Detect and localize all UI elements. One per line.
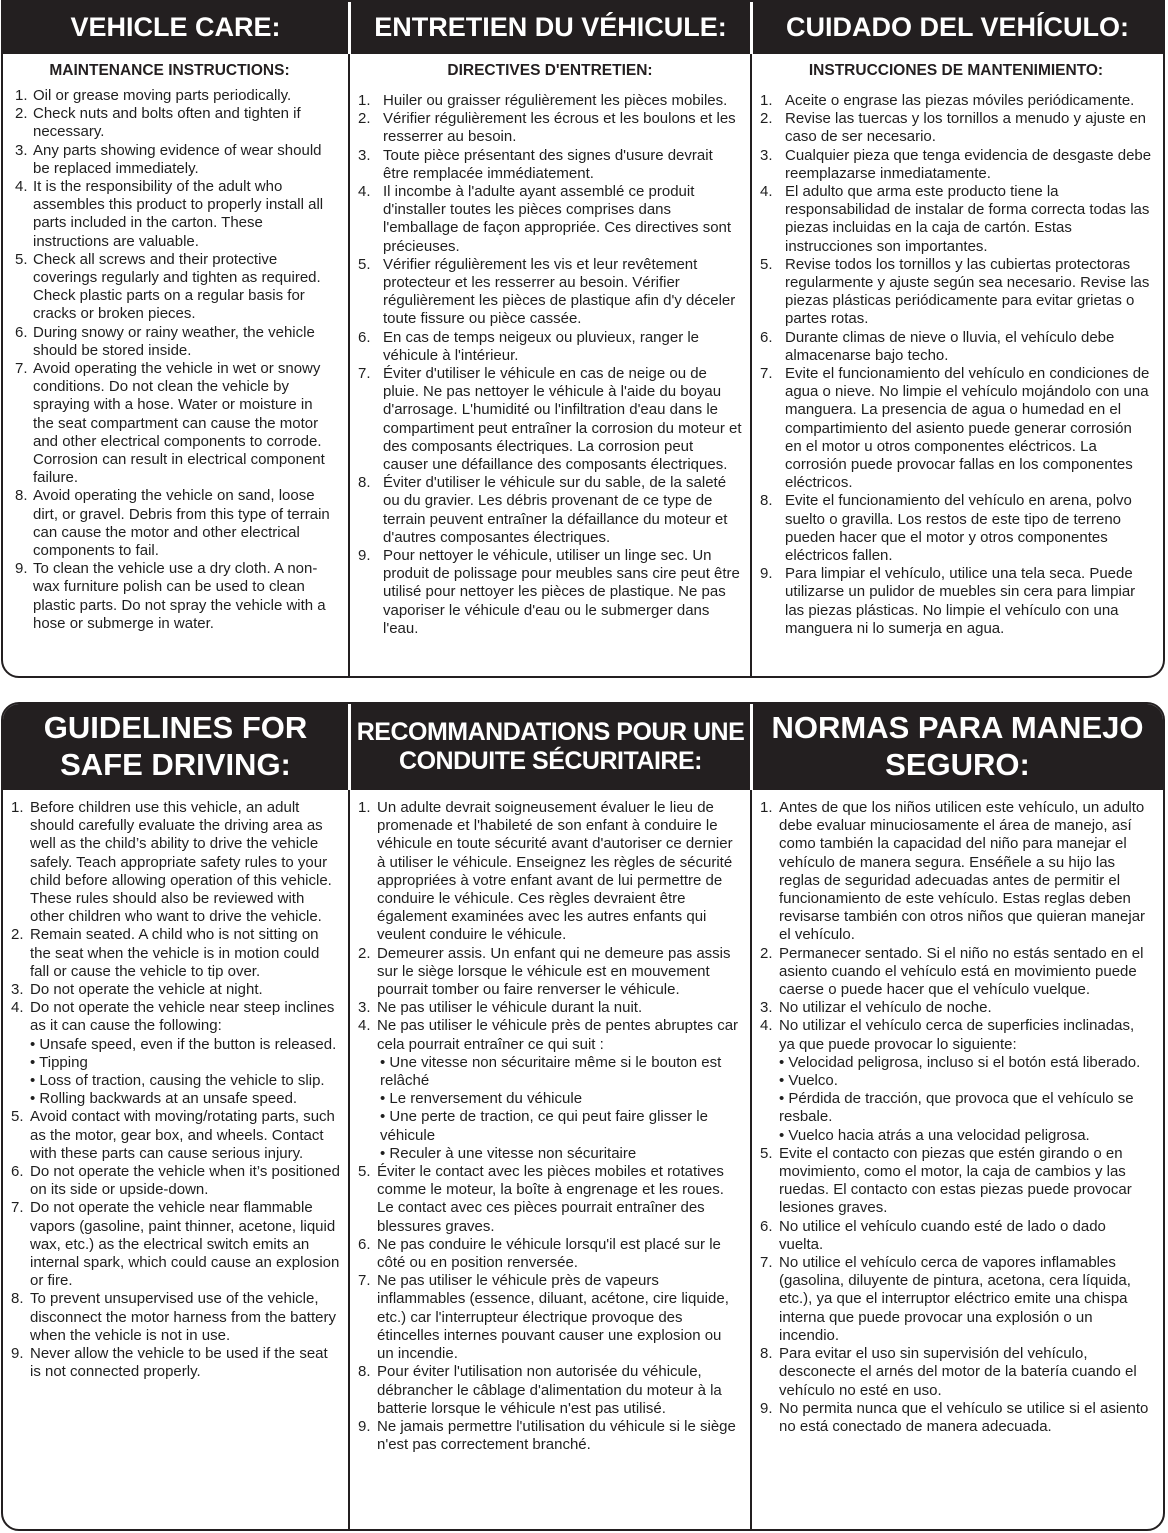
- item-number: 2.: [760, 110, 773, 128]
- item-number: 6.: [11, 1163, 24, 1181]
- item-number: 8.: [15, 487, 28, 505]
- item-text: Evite el funcionamiento del vehículo en condiciones de agua o nieve. No limpie el vehículo mojándolo con una manguera. La presencia de agua o humedad en el compartimiento del asiento puede generar corrosión en el motor u otros componentes eléctricos. La corrosión puede provocar fallas en los componentes eléctricos.: [785, 365, 1150, 492]
- safe-driving-panel: [1, 702, 1165, 1531]
- item-text: Do not operate the vehicle when it’s positioned on its side or upside-down.: [30, 1163, 340, 1199]
- item-number: 3.: [11, 981, 24, 999]
- item-number: 7.: [358, 365, 371, 383]
- list-item: [760, 1017, 1154, 1144]
- bullet-item: • Une vitesse non sécuritaire même si le bouton est relâché: [380, 1053, 722, 1090]
- item-text: Revise las tuercas y los tornillos a menudo y ajuste en caso de ser necesario.: [785, 110, 1147, 146]
- vehicle-care-body-row: [3, 54, 1163, 676]
- item-text: Do not operate the vehicle near flammable vapors (gasoline, paint thinner, acetone, liquid wax, etc.) as the electrical switch emits an internal spark, which could cause an explosion or fire.: [30, 1199, 340, 1290]
- item-number: 3.: [358, 146, 371, 164]
- vehicle-care-panel: [1, 0, 1165, 678]
- item-text: Éviter d'utiliser le véhicule en cas de neige ou de pluie. Ne pas nettoyer le véhicule à l'aide du boyau d'arrosage. L'humidité ou l'infiltration d'eau dans le compartiment peut entraîner la corrosion du moteur et des composants électriques. La corrosion peut causer une défaillance des composants électriques.: [383, 365, 742, 474]
- list-item: [3, 142, 336, 178]
- item-number: 3.: [760, 146, 773, 164]
- bullet-item: • Le renversement du véhicule: [380, 1090, 583, 1108]
- list-item: [358, 799, 742, 945]
- maintenance-subtitle-es: INSTRUCCIONES DE MANTENIMIENTO:: [808, 62, 1104, 79]
- item-text: Demeurer assis. Un enfant qui ne demeure pas assis sur le siège lorsque le véhicule est en mouvement pourrait tomber ou faire renverser le véhicule.: [377, 944, 731, 999]
- bullet-item: • Tipping: [30, 1053, 88, 1071]
- item-number: 2.: [760, 944, 773, 962]
- list-item: [358, 365, 742, 474]
- item-text: Evite el funcionamiento del vehículo en arena, polvo suelto o gravilla. Los restos de este tipo de terreno pueden hacer que el motor y otros componentes eléctricos fallen.: [785, 492, 1132, 565]
- bullet-item: • Velocidad peligrosa, incluso si el botón está liberado.: [779, 1053, 1141, 1071]
- safe-driving-column-es: [750, 790, 1162, 1529]
- vehicle-care-header-en: VEHICLE CARE:: [70, 12, 281, 43]
- item-text: Éviter le contact avec les pièces mobiles et rotatives comme le moteur, la boîte à engrenage et les roues. Le contact avec ces pièces pourrait entraîner des blessures graves.: [377, 1163, 724, 1235]
- item-text: Avoid contact with moving/rotating parts, such as the motor, gear box, and wheels. Contact with these parts can cause serious injury.: [30, 1108, 335, 1162]
- item-number: 3.: [15, 141, 28, 159]
- item-text: Huiler ou graisser régulièrement les pièces mobiles.: [383, 92, 728, 109]
- list-item: [760, 183, 1152, 256]
- item-number: 8.: [358, 1363, 371, 1381]
- item-number: 2.: [358, 110, 371, 128]
- item-text: Do not operate the vehicle at night.: [30, 981, 263, 999]
- vehicle-care-column-es: [750, 54, 1162, 676]
- item-text: Ne jamais permettre l'utilisation du véhicule si le siège n'est pas correctement branché.: [377, 1417, 736, 1454]
- list-item: [358, 1363, 742, 1418]
- item-number: 5.: [11, 1108, 24, 1126]
- list-item: [760, 365, 1152, 492]
- item-text: It is the responsibility of the adult who assembles this product to properly install all parts included in the carton. These instructions are valuable.: [33, 178, 324, 250]
- item-text: Vérifier régulièrement les écrous et les boulons et les resserrer au besoin.: [383, 110, 736, 146]
- maintenance-subtitle-fr: DIRECTIVES D'ENTRETIEN:: [447, 62, 653, 79]
- list-item: [760, 1145, 1154, 1218]
- item-number: 5.: [358, 1163, 371, 1181]
- item-number: 7.: [760, 365, 773, 383]
- item-text: Il incombe à l'adulte ayant assemblé ce produit d'installer toutes les pièces comprises dans l'emballage de façon appropriée. Ces directives sont précieuses.: [383, 183, 732, 255]
- item-number: 4.: [11, 999, 24, 1017]
- item-text: Ne pas conduire le véhicule lorsqu'il est placé sur le côté ou en position renversée.: [377, 1235, 721, 1272]
- item-text: Permanecer sentado. Si el niño no estás sentado en el asiento cuando el vehículo está en movimiento puede caerse o puede hacer que el vehículo vuelque.: [779, 944, 1144, 999]
- item-text: En cas de temps neigeux ou pluvieux, ranger le véhicule à l'intérieur.: [383, 328, 700, 364]
- item-number: 9.: [11, 1345, 24, 1363]
- list-item: [760, 565, 1152, 638]
- list-item: [3, 87, 336, 105]
- item-number: 8.: [760, 492, 773, 510]
- item-text: Evite el contacto con piezas que estén girando o en movimiento, como el motor, la caja de cambios y las ruedas. El contacto con estas piezas puede provocar lesiones graves.: [779, 1144, 1132, 1217]
- vehicle-care-column-fr: [348, 54, 750, 676]
- item-text: Oil or grease moving parts periodically.: [33, 87, 292, 104]
- safe-driving-header-fr: RECOMMANDATIONS POUR UNE CONDUITE SÉCURITAIRE:: [348, 704, 750, 790]
- item-text: Un adulte devrait soigneusement évaluer le lieu de promenade et l'habileté de son enfant à conduire le véhicule en toute sécurité avant d'autoriser ce dernier à utiliser le véhicule. Enseignez les règles de sécurité appropriées à votre enfant avant de lui permettre de conduire le véhicule. Ces règles devraient être également examinées avec les autres enfants qui veulent conduire le véhicule.: [377, 799, 733, 944]
- item-number: 1.: [358, 799, 371, 816]
- bullet-item: • Loss of traction, causing the vehicle to slip.: [30, 1072, 325, 1090]
- list-item: [3, 251, 336, 324]
- item-text: Pour nettoyer le véhicule, utiliser un linge sec. Un produit de polissage pour meubles sans cire peut être utilisé pour nettoyer les pièces de plastique. Ne pas vaporiser le véhicule d'eau ou le submerger dans l'eau.: [383, 547, 740, 637]
- list-item: [760, 492, 1152, 565]
- item-number: 1.: [760, 92, 773, 109]
- list-item: [3, 487, 336, 560]
- bullet-list: [30, 1036, 342, 1109]
- list-item: [760, 1400, 1154, 1436]
- item-text: Check nuts and bolts often and tighten if necessary.: [33, 105, 301, 141]
- bullet-item: • Rolling backwards at an unsafe speed.: [30, 1090, 298, 1108]
- bullet-item: • Pérdida de tracción, que provoca que el vehículo se resbale.: [779, 1090, 1134, 1126]
- item-number: 4.: [760, 183, 773, 201]
- list-item: [760, 945, 1154, 1000]
- vehicle-care-header-es: CUIDADO DEL VEHÍCULO:: [750, 2, 1162, 54]
- list-item: [358, 999, 742, 1017]
- item-number: 8.: [11, 1290, 24, 1308]
- list-item: [358, 1163, 742, 1236]
- maintenance-list-es: [760, 92, 1152, 638]
- list-item: [11, 1199, 342, 1290]
- vehicle-care-column-en: [3, 54, 348, 676]
- list-item: [11, 1163, 342, 1199]
- bullet-item: • Vuelco.: [779, 1072, 838, 1090]
- item-number: 9.: [15, 560, 28, 578]
- safe-driving-header-en: GUIDELINES FOR SAFE DRIVING:: [43, 710, 308, 782]
- safe-driving-column-fr: [348, 790, 750, 1529]
- item-text: Ne pas utiliser le véhicule durant la nuit.: [377, 999, 643, 1017]
- item-text: Cualquier pieza que tenga evidencia de desgaste debe reemplazarse inmediatamente.: [785, 146, 1152, 182]
- item-text: Check all screws and their protective coverings regularly and tighten as required. Check plastic parts on a regular basis for cracks or broken pieces.: [33, 250, 321, 323]
- item-number: 9.: [358, 1417, 371, 1435]
- item-text: Avoid operating the vehicle in wet or snowy conditions. Do not clean the vehicle by spraying with a hose. Water or moisture in the seat compartment can cause the motor and other electrical components to corrode. Corrosion can result in electrical component failure.: [33, 360, 325, 487]
- list-item: [358, 147, 742, 183]
- item-number: 7.: [15, 360, 28, 378]
- list-item: [358, 1017, 742, 1163]
- list-item: [760, 110, 1152, 146]
- item-number: 4.: [760, 1017, 773, 1035]
- item-number: 1.: [11, 799, 24, 816]
- item-number: 5.: [760, 1144, 773, 1162]
- item-text: Ne pas utiliser le véhicule près de pentes abruptes car cela pourrait entraîner ce qui suit :: [377, 1017, 739, 1053]
- list-item: [760, 999, 1154, 1017]
- list-item: [358, 474, 742, 547]
- list-item: [760, 799, 1154, 945]
- safe-driving-body-row: [3, 790, 1163, 1529]
- item-number: 7.: [11, 1199, 24, 1217]
- list-item: [358, 1418, 742, 1454]
- list-item: [358, 1236, 742, 1272]
- item-number: 1.: [358, 92, 371, 109]
- item-text: No utilice el vehículo cerca de vapores inflamables (gasolina, diluyente de pintura, acetona, cera líquida, etc.), ya que el interruptor eléctrico emite una chispa interna que puede provocar una explosión o un incendio.: [779, 1254, 1131, 1344]
- vehicle-care-header-row: [3, 2, 1163, 54]
- item-number: 8.: [760, 1345, 773, 1363]
- list-item: [3, 324, 336, 360]
- list-item: [760, 329, 1152, 365]
- item-number: 2.: [358, 944, 371, 962]
- item-number: 5.: [760, 255, 773, 273]
- list-item: [11, 1345, 342, 1381]
- item-number: 8.: [358, 474, 371, 492]
- vehicle-care-header-fr: ENTRETIEN DU VÉHICULE:: [348, 2, 750, 54]
- list-item: [358, 92, 742, 110]
- list-item: [11, 926, 342, 981]
- item-number: 9.: [760, 565, 773, 583]
- item-text: No utilizar el vehículo cerca de superficies inclinadas, ya que puede provocar lo siguiente:: [779, 1017, 1135, 1053]
- list-item: [3, 560, 336, 633]
- list-item: [358, 329, 742, 365]
- item-text: Any parts showing evidence of wear should be replaced immediately.: [33, 141, 322, 177]
- list-item: [3, 178, 336, 251]
- item-text: To clean the vehicle use a dry cloth. A non-wax furniture polish can be used to clean plastic parts. Do not spray the vehicle with a hose or submerge in water.: [33, 560, 326, 632]
- list-item: [760, 1218, 1154, 1254]
- item-number: 6.: [358, 328, 371, 346]
- item-text: Para limpiar el vehículo, utilice una tela seca. Puede utilizarse un pulidor de muebles sin cera para limpiar las piezas plásticas. No limpie el vehículo con una manguera ni lo sumerja en agua.: [785, 565, 1136, 637]
- item-number: 7.: [358, 1272, 371, 1290]
- maintenance-subtitle-en: MAINTENANCE INSTRUCTIONS:: [49, 62, 290, 79]
- item-number: 1.: [15, 87, 28, 104]
- item-number: 3.: [760, 999, 773, 1017]
- item-number: 7.: [760, 1254, 773, 1272]
- item-text: Never allow the vehicle to be used if the seat is not connected properly.: [30, 1345, 328, 1381]
- item-text: Toute pièce présentant des signes d'usure devrait être remplacée immédiatement.: [383, 146, 713, 182]
- item-text: Éviter d'utiliser le véhicule sur du sable, de la saleté ou du gravier. Les débris provenant de ce type de terrain peuvent entraîner la défaillance du moteur et d'autres composantes électriques.: [383, 474, 728, 546]
- item-text: Revise todos los tornillos y las cubiertas protectoras regularmente y ajuste según sea necesario. Revise las piezas plásticas periódicamente para evitar grietas o partes rotas.: [785, 255, 1150, 328]
- item-number: 4.: [358, 183, 371, 201]
- item-text: Ne pas utiliser le véhicule près de vapeurs inflammables (essence, diluant, acétone, cire liquide, etc.) car l'interrupteur électrique provoque des étincelles internes pouvant causer une explosion ou un incendie.: [377, 1272, 729, 1363]
- list-item: [358, 547, 742, 638]
- bullet-list: [377, 1054, 742, 1163]
- list-item: [3, 360, 336, 487]
- item-number: 6.: [15, 323, 28, 341]
- list-item: [358, 256, 742, 329]
- item-text: Para evitar el uso sin supervisión del vehículo, desconecte el arnés del motor de la batería cuando el vehículo no esté en uso.: [779, 1345, 1137, 1399]
- safe-driving-list-fr: [358, 799, 742, 1454]
- item-text: Antes de que los niños utilicen este vehículo, un adulto debe evaluar minuciosamente el área de manejo, así como también la capacidad del niño para manejar el vehículo de manera segura. Enséñele a su hijo las reglas de seguridad adecuadas antes de permitir el funcionamiento de este vehículo. Estas reglas deben revisarse también con otros niños que quieran manejar el vehículo.: [779, 799, 1146, 944]
- list-item: [11, 999, 342, 1108]
- maintenance-list-en: [3, 87, 336, 633]
- item-text: No utilice el vehículo cuando esté de lado o dado vuelta.: [779, 1217, 1106, 1253]
- item-number: 9.: [358, 547, 371, 565]
- safe-driving-header-es: NORMAS PARA MANEJO SEGURO:: [750, 704, 1162, 790]
- list-item: [11, 1108, 342, 1163]
- item-number: 4.: [15, 178, 28, 196]
- safe-driving-column-en: [3, 790, 348, 1529]
- item-number: 5.: [15, 250, 28, 268]
- bullet-list: [779, 1054, 1154, 1145]
- item-text: Remain seated. A child who is not sitting on the seat when the vehicle is in motion could fall or cause the vehicle to tip over.: [30, 926, 320, 980]
- item-number: 4.: [358, 1017, 371, 1035]
- list-item: [358, 183, 742, 256]
- item-number: 9.: [760, 1399, 773, 1417]
- list-item: [358, 945, 742, 1000]
- safe-driving-header-row: [3, 704, 1163, 790]
- item-number: 1.: [760, 799, 773, 816]
- item-text: Before children use this vehicle, an adult should carefully evaluate the driving area as well as the child’s ability to drive the vehicle safely. Teach appropriate safety rules to your child before allowing operation of this vehicle. These rules should also be reviewed with other children who want to drive the vehicle.: [30, 799, 332, 926]
- safe-driving-list-es: [760, 799, 1154, 1436]
- list-item: [11, 981, 342, 999]
- item-text: To prevent unsupervised use of the vehicle, disconnect the motor harness from the battery when the vehicle is not in use.: [30, 1290, 336, 1344]
- item-text: No utilizar el vehículo de noche.: [779, 999, 992, 1017]
- list-item: [358, 110, 742, 146]
- item-number: 2.: [11, 926, 24, 944]
- list-item: [760, 92, 1152, 110]
- item-number: 2.: [15, 105, 28, 123]
- item-text: Vérifier régulièrement les vis et leur revêtement protecteur et les resserrer au besoin. Vérifier régulièrement les pièces de plastique afin d'y déceler toute fissure ou pièce cassée.: [383, 255, 736, 328]
- item-text: Aceite o engrase las piezas móviles periódicamente.: [785, 92, 1135, 109]
- item-number: 6.: [760, 328, 773, 346]
- list-item: [760, 147, 1152, 183]
- item-text: Avoid operating the vehicle on sand, loose dirt, or gravel. Debris from this type of terrain can cause the motor and other electrical components to fail.: [33, 487, 330, 560]
- bullet-item: • Unsafe speed, even if the button is released.: [30, 1035, 337, 1053]
- item-number: 5.: [358, 255, 371, 273]
- item-number: 6.: [760, 1217, 773, 1235]
- item-text: No permita nunca que el vehículo se utilice si el asiento no está conectado de manera adecuada.: [779, 1399, 1149, 1435]
- safe-driving-list-en: [11, 799, 342, 1382]
- item-text: Durante climas de nieve o lluvia, el vehículo debe almacenarse bajo techo.: [785, 328, 1115, 364]
- list-item: [760, 256, 1152, 329]
- list-item: [358, 1272, 742, 1363]
- item-number: 3.: [358, 999, 371, 1017]
- bullet-item: • Vuelco hacia atrás a una velocidad peligrosa.: [779, 1126, 1090, 1144]
- list-item: [760, 1345, 1154, 1400]
- item-text: El adulto que arma este producto tiene la responsabilidad de instalar de forma correcta todas las piezas incluidas en la caja de cartón. Estas instrucciones son importantes.: [785, 183, 1150, 255]
- list-item: [11, 1290, 342, 1345]
- bullet-item: • Une perte de traction, ce qui peut faire glisser le véhicule: [380, 1108, 708, 1144]
- list-item: [3, 105, 336, 141]
- list-item: [760, 1254, 1154, 1345]
- maintenance-list-fr: [358, 92, 742, 638]
- list-item: [11, 799, 342, 926]
- item-text: Pour éviter l'utilisation non autorisée du véhicule, débrancher le câblage d'alimentation du moteur à la batterie lorsque le véhicule n'est pas utilisé.: [377, 1363, 722, 1417]
- item-number: 6.: [358, 1235, 371, 1253]
- item-text: Do not operate the vehicle near steep inclines as it can cause the following:: [30, 999, 335, 1035]
- bullet-item: • Reculer à une vitesse non sécuritaire: [380, 1144, 637, 1162]
- item-text: During snowy or rainy weather, the vehicle should be stored inside.: [33, 323, 315, 359]
